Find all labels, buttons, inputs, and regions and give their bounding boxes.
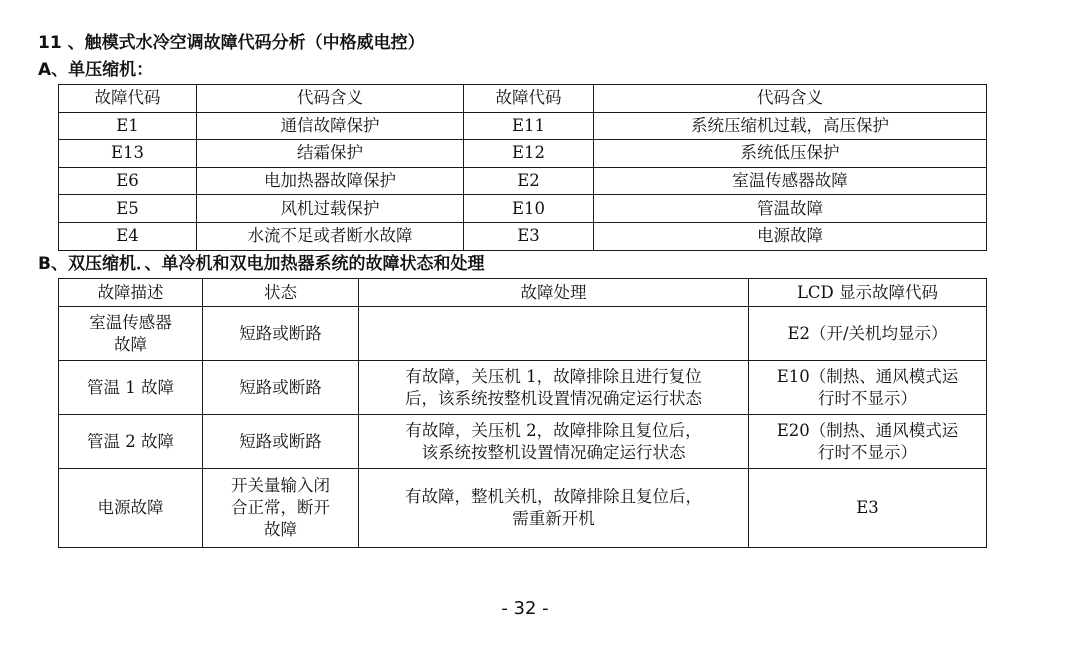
cell-line: E3 xyxy=(856,498,879,517)
handling-cell xyxy=(359,415,749,469)
cell-line: 短路或断路 xyxy=(239,431,322,451)
column-header: 代码含义 xyxy=(594,85,987,113)
table-header-row xyxy=(59,85,987,113)
fault-code-cell: E10 xyxy=(464,195,594,223)
cell-line: 有故障，整机关机，故障排除且复位后， xyxy=(405,487,702,506)
state-cell xyxy=(203,415,359,469)
cell-line: 室温传感器 xyxy=(89,312,172,332)
column-header: 故障代码 xyxy=(59,85,197,113)
code-meaning-cell: 系统低压保护 xyxy=(594,140,987,168)
table-row xyxy=(59,167,987,195)
cell-line: 有故障，关压机 2，故障排除且复位后， xyxy=(405,420,702,440)
lcd-code-cell xyxy=(749,361,987,415)
part-a-heading: A、单压缩机： xyxy=(38,60,154,80)
part-b-heading: B、双压缩机．、单冷机和双电加热器系统的故障状态和处理 xyxy=(38,254,485,274)
column-header: 代码含义 xyxy=(197,85,464,113)
cell-line: 开关量输入闭 xyxy=(231,476,330,495)
table-row xyxy=(59,195,987,223)
code-meaning-cell: 风机过载保护 xyxy=(197,195,464,223)
dual-compressor-fault-table xyxy=(58,278,987,548)
single-compressor-fault-table xyxy=(58,84,987,251)
code-meaning-cell: 系统压缩机过载，高压保护 xyxy=(594,112,987,140)
cell-line: 行时不显示） xyxy=(818,442,917,462)
code-meaning-cell: 管温故障 xyxy=(594,195,987,223)
table-row xyxy=(59,222,987,250)
table-row xyxy=(59,415,987,469)
handling-cell xyxy=(359,361,749,415)
cell-line: 电源故障 xyxy=(97,498,164,517)
fault-code-cell: E4 xyxy=(59,222,197,250)
cell-line: 后，该系统按整机设置情况确定运行状态 xyxy=(405,388,702,408)
fault-description-cell xyxy=(59,307,203,361)
state-cell xyxy=(203,307,359,361)
section-title: 11 、触模式水冷空调故障代码分析（中格威电控） xyxy=(38,33,425,53)
fault-code-cell: E12 xyxy=(464,140,594,168)
table-row xyxy=(59,307,987,361)
fault-code-cell: E5 xyxy=(59,195,197,223)
lcd-code-cell xyxy=(749,469,987,548)
table-row xyxy=(59,112,987,140)
column-header: 故障处理 xyxy=(359,279,749,307)
state-cell xyxy=(203,361,359,415)
column-header: 状态 xyxy=(203,279,359,307)
fault-code-cell: E3 xyxy=(464,222,594,250)
cell-line: 该系统按整机设置情况确定运行状态 xyxy=(421,442,686,462)
cell-line: 需重新开机 xyxy=(512,509,595,528)
cell-line: 故障 xyxy=(264,520,297,539)
column-header: LCD 显示故障代码 xyxy=(749,279,987,307)
code-meaning-cell: 室温传感器故障 xyxy=(594,167,987,195)
column-header: 故障代码 xyxy=(464,85,594,113)
fault-description-cell xyxy=(59,415,203,469)
cell-line: 短路或断路 xyxy=(239,377,322,397)
handling-cell xyxy=(359,469,749,548)
cell-line: 行时不显示） xyxy=(818,388,917,408)
cell-line: 合正常，断开 xyxy=(231,498,330,517)
cell-line: 有故障，关压机 1，故障排除且进行复位 xyxy=(405,366,702,386)
cell-line: 管温 1 故障 xyxy=(87,377,174,397)
fault-code-cell: E6 xyxy=(59,167,197,195)
fault-description-cell xyxy=(59,361,203,415)
code-meaning-cell: 电加热器故障保护 xyxy=(197,167,464,195)
fault-description-cell xyxy=(59,469,203,548)
fault-code-cell: E13 xyxy=(59,140,197,168)
cell-line: E2（开/关机均显示） xyxy=(787,323,948,343)
handling-cell xyxy=(359,307,749,361)
column-header: 故障描述 xyxy=(59,279,203,307)
code-meaning-cell: 水流不足或者断水故障 xyxy=(197,222,464,250)
table-row xyxy=(59,361,987,415)
cell-line: 故障 xyxy=(114,334,147,354)
cell-line: E20（制热、通风模式运 xyxy=(776,420,959,440)
fault-code-cell: E11 xyxy=(464,112,594,140)
code-meaning-cell: 电源故障 xyxy=(594,222,987,250)
table-header-row xyxy=(59,279,987,307)
code-meaning-cell: 通信故障保护 xyxy=(197,112,464,140)
table-row xyxy=(59,140,987,168)
cell-line: 管温 2 故障 xyxy=(87,431,174,451)
code-meaning-cell: 结霜保护 xyxy=(197,140,464,168)
cell-line: E10（制热、通风模式运 xyxy=(776,366,959,386)
table-row xyxy=(59,469,987,548)
fault-code-cell: E2 xyxy=(464,167,594,195)
page-number: - 32 - xyxy=(501,598,549,619)
lcd-code-cell xyxy=(749,307,987,361)
lcd-code-cell xyxy=(749,415,987,469)
cell-line: 短路或断路 xyxy=(239,323,322,343)
state-cell xyxy=(203,469,359,548)
fault-code-cell: E1 xyxy=(59,112,197,140)
